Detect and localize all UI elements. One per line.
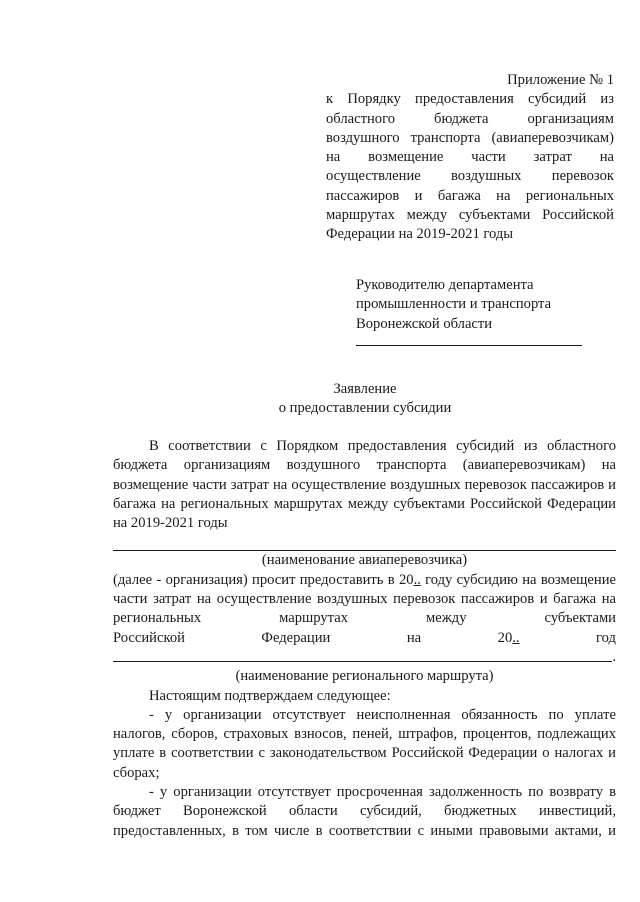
year-line xyxy=(113,629,616,648)
confirm-line: Настоящим подтверждаем следующее: xyxy=(149,687,391,704)
route-name-line xyxy=(113,661,612,662)
appendix-text: к Порядку предоставления субсидий из областного бюджета организациям воздушного транспорта (авиаперевозчикам) на возмещение части затрат на осуществление воздушных перевозок пассажиров и багажа на региональных маршрутах между субъектами Российской Федерации на 2019-2021 годы xyxy=(326,91,614,243)
route-name-caption: (наименование регионального маршрута) xyxy=(235,668,494,685)
heading-subtitle: о предоставлении субсидии xyxy=(278,400,452,417)
document-body xyxy=(113,437,616,841)
request-text-start: (далее - организация) просит предоставить в 20 xyxy=(113,571,414,588)
addressee-signature-line xyxy=(356,345,582,346)
appendix-title: Приложение № 1 xyxy=(507,72,614,88)
route-line-period: . xyxy=(612,648,616,665)
request-paragraph xyxy=(113,571,616,629)
addressee-line-3: Воронежской области xyxy=(356,315,493,332)
year-field xyxy=(498,629,520,648)
word-federation: Федерации xyxy=(261,629,331,646)
confirm-item-2: - у организации отсутствует просроченная задолженность по возврату в бюджет Воронежской области субсидий, бюджетных инвестиций, предоставленных, в том числе в соответствии с иными правовыми актами, и xyxy=(113,784,616,839)
request-text-end: году субсидию на возмещение части затрат на осуществление воздушных перевозок пассажиров и багажа на региональных маршрутах между субъектами xyxy=(113,571,616,627)
word-russian: Российской xyxy=(113,629,185,646)
year-prefix: 20 xyxy=(497,629,513,646)
request-year-blank: .. xyxy=(413,571,421,588)
confirm-item-1: - у организации отсутствует неисполненная обязанность по уплате налогов, сборов, страховых взносов, пеней, штрафов, процентов, подлежащих уплате в соответствии с законодательством Российской Федерации о налогах и сборах; xyxy=(113,706,616,781)
addressee-line-1: Руководителю департамента xyxy=(356,277,534,293)
appendix-block xyxy=(326,71,614,245)
heading-title: Заявление xyxy=(333,381,397,397)
route-name-line-row xyxy=(113,648,616,667)
addressee-line-2: промышленности и транспорта xyxy=(356,296,552,313)
intro-paragraph: В соответствии с Порядком предоставления субсидий из областного бюджета организациям воздушного транспорта (авиаперевозчикам) на возмещение части затрат на осуществление воздушных перевозок пассажиров и багажа на региональных маршрутах между субъектами Российской Федерации на 2019-2021 годы xyxy=(113,438,616,532)
addressee-block xyxy=(356,276,616,346)
word-year: год xyxy=(596,629,616,646)
carrier-name-caption: (наименование авиаперевозчика) xyxy=(261,552,468,569)
document-heading xyxy=(200,380,530,419)
word-in: на xyxy=(406,629,422,646)
year-blank: .. xyxy=(512,629,520,646)
carrier-name-line xyxy=(113,533,616,551)
